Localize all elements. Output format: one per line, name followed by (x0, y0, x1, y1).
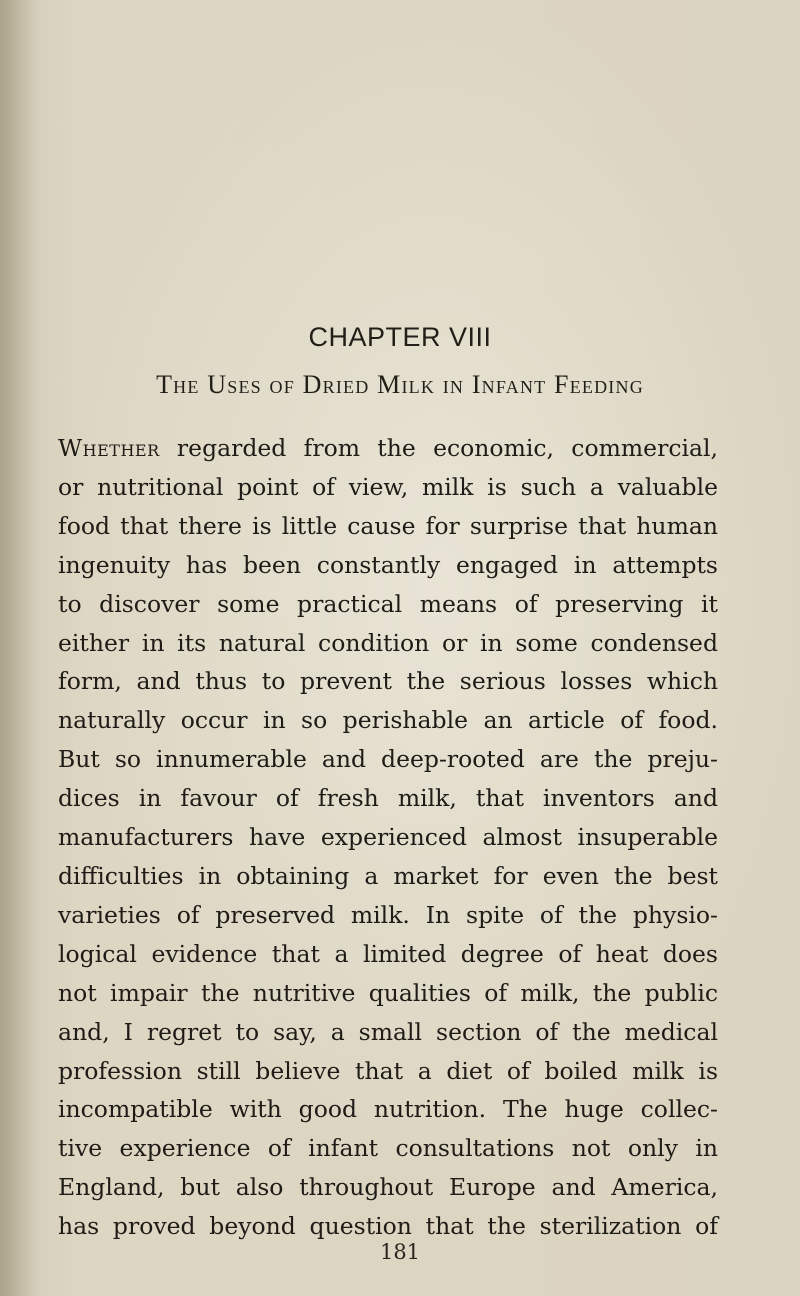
body-line: either in its natural condition or in some condensed (58, 628, 718, 657)
body-line-1 (58, 429, 718, 468)
page-number: 181 (379, 1240, 421, 1264)
chapter-heading: CHAPTER VIII (308, 322, 492, 352)
body-line: not impair the nutritive qualities of milk, the public (58, 978, 718, 1007)
body-line: difficulties in obtaining a market for even the best (58, 861, 718, 890)
body-line: profession still believe that a diet of boiled milk is (58, 1056, 718, 1085)
body-line: dices in favour of fresh milk, that inventors and (58, 784, 718, 813)
lead-word: Whether (58, 434, 160, 462)
body-line: food that there is little cause for surprise that human (58, 511, 718, 540)
body-line: ingenuity has been constantly engaged in attempts (58, 550, 718, 579)
body-line: form, and thus to prevent the serious losses which (58, 667, 718, 696)
body-line: naturally occur in so perishable an article of food. (58, 706, 718, 735)
body-line: varieties of preserved milk. In spite of the physio- (58, 900, 718, 929)
body-line: But so innumerable and deep-rooted are the preju- (58, 745, 718, 774)
body-line: tive experience of infant consultations not only in (58, 1134, 718, 1163)
body-line: and, I regret to say, a small section of the medical (58, 1017, 718, 1046)
body-line: to discover some practical means of preserving it (58, 589, 718, 618)
body-line: logical evidence that a limited degree of heat does (58, 939, 718, 968)
first-line-rest: regarded from the economic, commercial, (159, 434, 718, 462)
page-gutter-shadow (0, 0, 40, 1296)
body-line: has proved beyond question that the sterilization of (58, 1212, 718, 1241)
body-line: or nutritional point of view, milk is such a valuable (58, 472, 718, 501)
body-line: manufacturers have experienced almost insuperable (58, 823, 718, 852)
chapter-title: The Uses of Dried Milk in Infant Feeding (156, 370, 644, 399)
body-line: England, but also throughout Europe and America, (58, 1173, 718, 1202)
body-line: incompatible with good nutrition. The huge collec- (58, 1095, 718, 1124)
chapter-body-text (58, 429, 718, 1246)
